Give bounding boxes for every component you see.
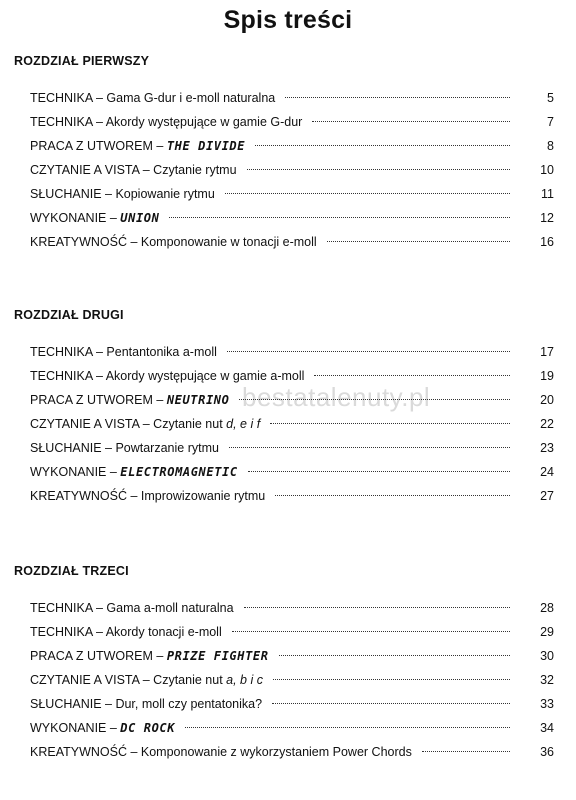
watermark: bestatalenuty.pl (242, 382, 431, 412)
entry-title: TECHNIKA – Akordy tonacji e-moll (30, 625, 222, 639)
entry-page-number: 34 (540, 721, 554, 735)
chapter-heading: ROZDZIAŁ PIERWSZY (14, 54, 150, 68)
dot-leader (185, 727, 510, 728)
song-title: NEUTRINO (166, 393, 230, 407)
toc-entry[interactable] (30, 137, 554, 155)
entry-title: KREATYWNOŚĆ – Komponowanie z wykorzystaniem Power Chords (30, 745, 412, 759)
entry-title: PRACA Z UTWOREM – THE DIVIDE (30, 139, 246, 153)
dot-leader (327, 241, 510, 242)
dot-leader (312, 121, 510, 122)
dot-leader (255, 145, 510, 146)
dot-leader (270, 423, 510, 424)
dot-leader (247, 169, 510, 170)
entry-title: SŁUCHANIE – Dur, moll czy pentatonika? (30, 697, 263, 711)
toc-entry[interactable] (30, 89, 554, 107)
dot-leader (279, 655, 510, 656)
toc-entry[interactable] (30, 113, 554, 131)
entry-page-number: 20 (540, 393, 554, 407)
toc-entry[interactable] (30, 695, 554, 713)
toc-entry[interactable] (30, 415, 554, 433)
entry-page-number: 22 (540, 417, 554, 431)
dot-leader (169, 217, 510, 218)
entry-page-number: 29 (540, 625, 554, 639)
entry-title: TECHNIKA – Gama G-dur i e-moll naturalna (30, 91, 276, 105)
entry-title: WYKONANIE – DC ROCK (30, 721, 176, 735)
entry-page-number: 19 (540, 369, 554, 383)
toc-entry[interactable] (30, 391, 554, 409)
note-names: a, b i c (226, 673, 263, 687)
entry-page-number: 24 (540, 465, 554, 479)
toc-entry[interactable] (30, 463, 554, 481)
toc-entry[interactable] (30, 487, 554, 505)
entry-title: CZYTANIE A VISTA – Czytanie rytmu (30, 163, 237, 177)
entry-title: KREATYWNOŚĆ – Improwizowanie rytmu (30, 489, 266, 503)
toc-entry[interactable] (30, 367, 554, 385)
dot-leader (275, 495, 510, 496)
toc-entry[interactable] (30, 743, 554, 761)
entry-page-number: 11 (541, 187, 554, 201)
toc-entry[interactable] (30, 623, 554, 641)
toc-entry[interactable] (30, 599, 554, 617)
dot-leader (248, 471, 510, 472)
toc-entry[interactable] (30, 439, 554, 457)
entry-title: PRACA Z UTWOREM – NEUTRINO (30, 393, 230, 407)
chapter-heading: ROZDZIAŁ TRZECI (14, 564, 129, 578)
entry-page-number: 36 (540, 745, 554, 759)
toc-entry[interactable] (30, 647, 554, 665)
entry-title: TECHNIKA – Akordy występujące w gamie a-moll (30, 369, 305, 383)
song-title: DC ROCK (120, 721, 176, 735)
page-title: Spis treści (223, 6, 353, 34)
entry-title: CZYTANIE A VISTA – Czytanie nut a, b i c (30, 673, 263, 687)
toc-entry[interactable] (30, 719, 554, 737)
entry-title: TECHNIKA – Gama a-moll naturalna (30, 601, 234, 615)
dot-leader (229, 447, 510, 448)
dot-leader (272, 703, 510, 704)
toc-entry[interactable] (30, 671, 554, 689)
toc-entry[interactable] (30, 343, 554, 361)
dot-leader (285, 97, 510, 98)
entry-page-number: 30 (540, 649, 554, 663)
entry-page-number: 28 (540, 601, 554, 615)
entry-title: TECHNIKA – Akordy występujące w gamie G-dur (30, 115, 303, 129)
entry-page-number: 7 (547, 115, 554, 129)
entry-page-number: 10 (540, 163, 554, 177)
song-title: PRIZE FIGHTER (166, 649, 269, 663)
dot-leader (314, 375, 510, 376)
dot-leader (232, 631, 510, 632)
entry-title: TECHNIKA – Pentantonika a-moll (30, 345, 217, 359)
dot-leader (244, 607, 510, 608)
entry-page-number: 23 (540, 441, 554, 455)
dot-leader (422, 751, 510, 752)
entry-title: CZYTANIE A VISTA – Czytanie nut d, e i f (30, 417, 261, 431)
dot-leader (239, 399, 510, 400)
dot-leader (227, 351, 510, 352)
dot-leader (273, 679, 510, 680)
entry-page-number: 33 (540, 697, 554, 711)
toc-entry[interactable] (30, 233, 554, 251)
entry-title: WYKONANIE – UNION (30, 211, 160, 225)
song-title: THE DIVIDE (166, 139, 246, 153)
toc-entry[interactable] (30, 161, 554, 179)
entry-page-number: 16 (540, 235, 554, 249)
entry-title: PRACA Z UTWOREM – PRIZE FIGHTER (30, 649, 269, 663)
entry-page-number: 17 (540, 345, 554, 359)
entry-page-number: 32 (540, 673, 554, 687)
note-names: d, e i f (226, 417, 261, 431)
toc-entry[interactable] (30, 185, 554, 203)
entry-page-number: 8 (547, 139, 554, 153)
toc-entry[interactable] (30, 209, 554, 227)
entry-title: WYKONANIE – ELECTROMAGNETIC (30, 465, 238, 479)
entry-page-number: 5 (547, 91, 554, 105)
entry-page-number: 12 (540, 211, 554, 225)
chapter-heading: ROZDZIAŁ DRUGI (14, 308, 124, 322)
song-title: UNION (120, 211, 160, 225)
entry-page-number: 27 (540, 489, 554, 503)
entry-title: SŁUCHANIE – Kopiowanie rytmu (30, 187, 215, 201)
entry-title: KREATYWNOŚĆ – Komponowanie w tonacji e-moll (30, 235, 317, 249)
entry-title: SŁUCHANIE – Powtarzanie rytmu (30, 441, 219, 455)
song-title: ELECTROMAGNETIC (120, 465, 238, 479)
dot-leader (225, 193, 510, 194)
